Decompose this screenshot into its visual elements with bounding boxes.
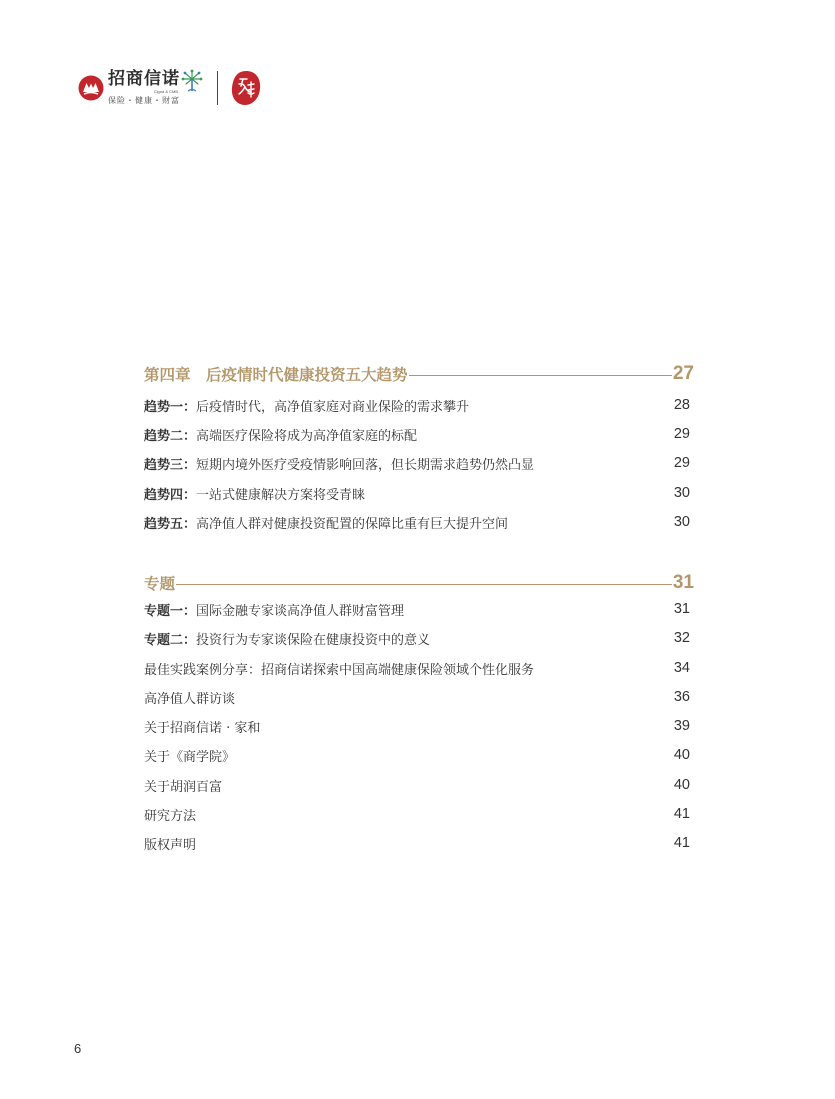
- entry-page-number: 29: [673, 426, 690, 442]
- entry-page-number: 30: [673, 485, 690, 501]
- entry-title: 最佳实践案例分享：招商信诺探索中国高端健康保险领域个性化服务: [144, 662, 535, 678]
- entry-title: 高端医疗保险将成为高净值家庭的标配: [196, 428, 418, 444]
- toc-entry[interactable]: [144, 775, 690, 795]
- toc-entry[interactable]: [144, 745, 690, 765]
- entry-page-number: 41: [673, 835, 690, 851]
- toc-entry[interactable]: [144, 687, 690, 707]
- entry-page-number: 40: [673, 747, 690, 763]
- tree-icon: [181, 68, 203, 94]
- jiahe-logo-icon: [230, 70, 262, 106]
- section-page-number: 31: [672, 572, 694, 593]
- brand-en: Cigna & CMB: [153, 89, 178, 94]
- toc-entry[interactable]: [144, 658, 690, 678]
- section-page-number: 27: [672, 363, 694, 384]
- entry-page-number: 41: [673, 806, 690, 822]
- entry-prefix: 趋势五：: [144, 516, 197, 532]
- entry-page-number: 32: [673, 630, 690, 646]
- entry-page-number: 40: [673, 777, 690, 793]
- leader-line: [176, 584, 672, 585]
- entry-prefix: 专题二：: [144, 632, 197, 648]
- entry-title: 高净值人群访谈: [144, 691, 236, 707]
- entry-page-number: 34: [673, 660, 690, 676]
- entry-title: 一站式健康解决方案将受青睐: [196, 487, 366, 503]
- entry-title: 短期内境外医疗受疫情影响回落，但长期需求趋势仍然凸显: [196, 457, 535, 473]
- toc-entry[interactable]: [144, 453, 690, 473]
- header-divider: [217, 71, 218, 105]
- toc-entry[interactable]: [144, 483, 690, 503]
- toc-entry[interactable]: [144, 804, 690, 824]
- entry-title: 高净值人群对健康投资配置的保障比重有巨大提升空间: [196, 516, 509, 532]
- toc-entry[interactable]: [144, 395, 690, 415]
- toc-entry[interactable]: [144, 599, 690, 619]
- toc-entry[interactable]: [144, 833, 690, 853]
- entry-page-number: 39: [673, 718, 690, 734]
- page-number: 6: [74, 1041, 82, 1056]
- entry-title: 国际金融专家谈高净值人群财富管理: [196, 603, 405, 619]
- entry-title: 投资行为专家谈保险在健康投资中的意义: [196, 632, 431, 648]
- entry-prefix: 趋势二：: [144, 428, 197, 444]
- entry-page-number: 30: [673, 514, 690, 530]
- entry-title: 关于《商学院》: [144, 749, 236, 765]
- entry-page-number: 36: [673, 689, 690, 705]
- toc-entry[interactable]: [144, 716, 690, 736]
- entry-title: 后疫情时代，高净值家庭对商业保险的需求攀升: [196, 399, 470, 415]
- entry-prefix: 趋势三：: [144, 457, 197, 473]
- toc-entry[interactable]: [144, 424, 690, 444]
- entry-prefix: 趋势四：: [144, 487, 197, 503]
- entry-title: 关于胡润百富: [144, 779, 223, 795]
- entry-page-number: 31: [673, 601, 690, 617]
- entry-title: 版权声明: [144, 837, 197, 853]
- entry-page-number: 29: [673, 455, 690, 471]
- entry-prefix: 专题一：: [144, 603, 197, 619]
- entry-page-number: 28: [673, 397, 690, 413]
- brand-name: 招商信诺: [108, 69, 180, 89]
- entry-title: 关于招商信诺 · 家和: [144, 720, 261, 736]
- cmb-logo-icon: [78, 75, 104, 101]
- brand-block: [108, 70, 203, 106]
- toc-section-heading[interactable]: [144, 361, 694, 385]
- toc-entry[interactable]: [144, 628, 690, 648]
- section-title: 专题: [144, 575, 176, 593]
- toc-section-heading[interactable]: [144, 570, 694, 594]
- brand-slogan: 保险・健康・财富: [108, 96, 180, 105]
- toc-entry[interactable]: [144, 512, 690, 532]
- entry-title: 研究方法: [144, 808, 197, 824]
- header-logos: [78, 68, 262, 108]
- section-title: 第四章 后疫情时代健康投资五大趋势: [144, 366, 408, 384]
- leader-line: [409, 375, 672, 376]
- entry-prefix: 趋势一：: [144, 399, 197, 415]
